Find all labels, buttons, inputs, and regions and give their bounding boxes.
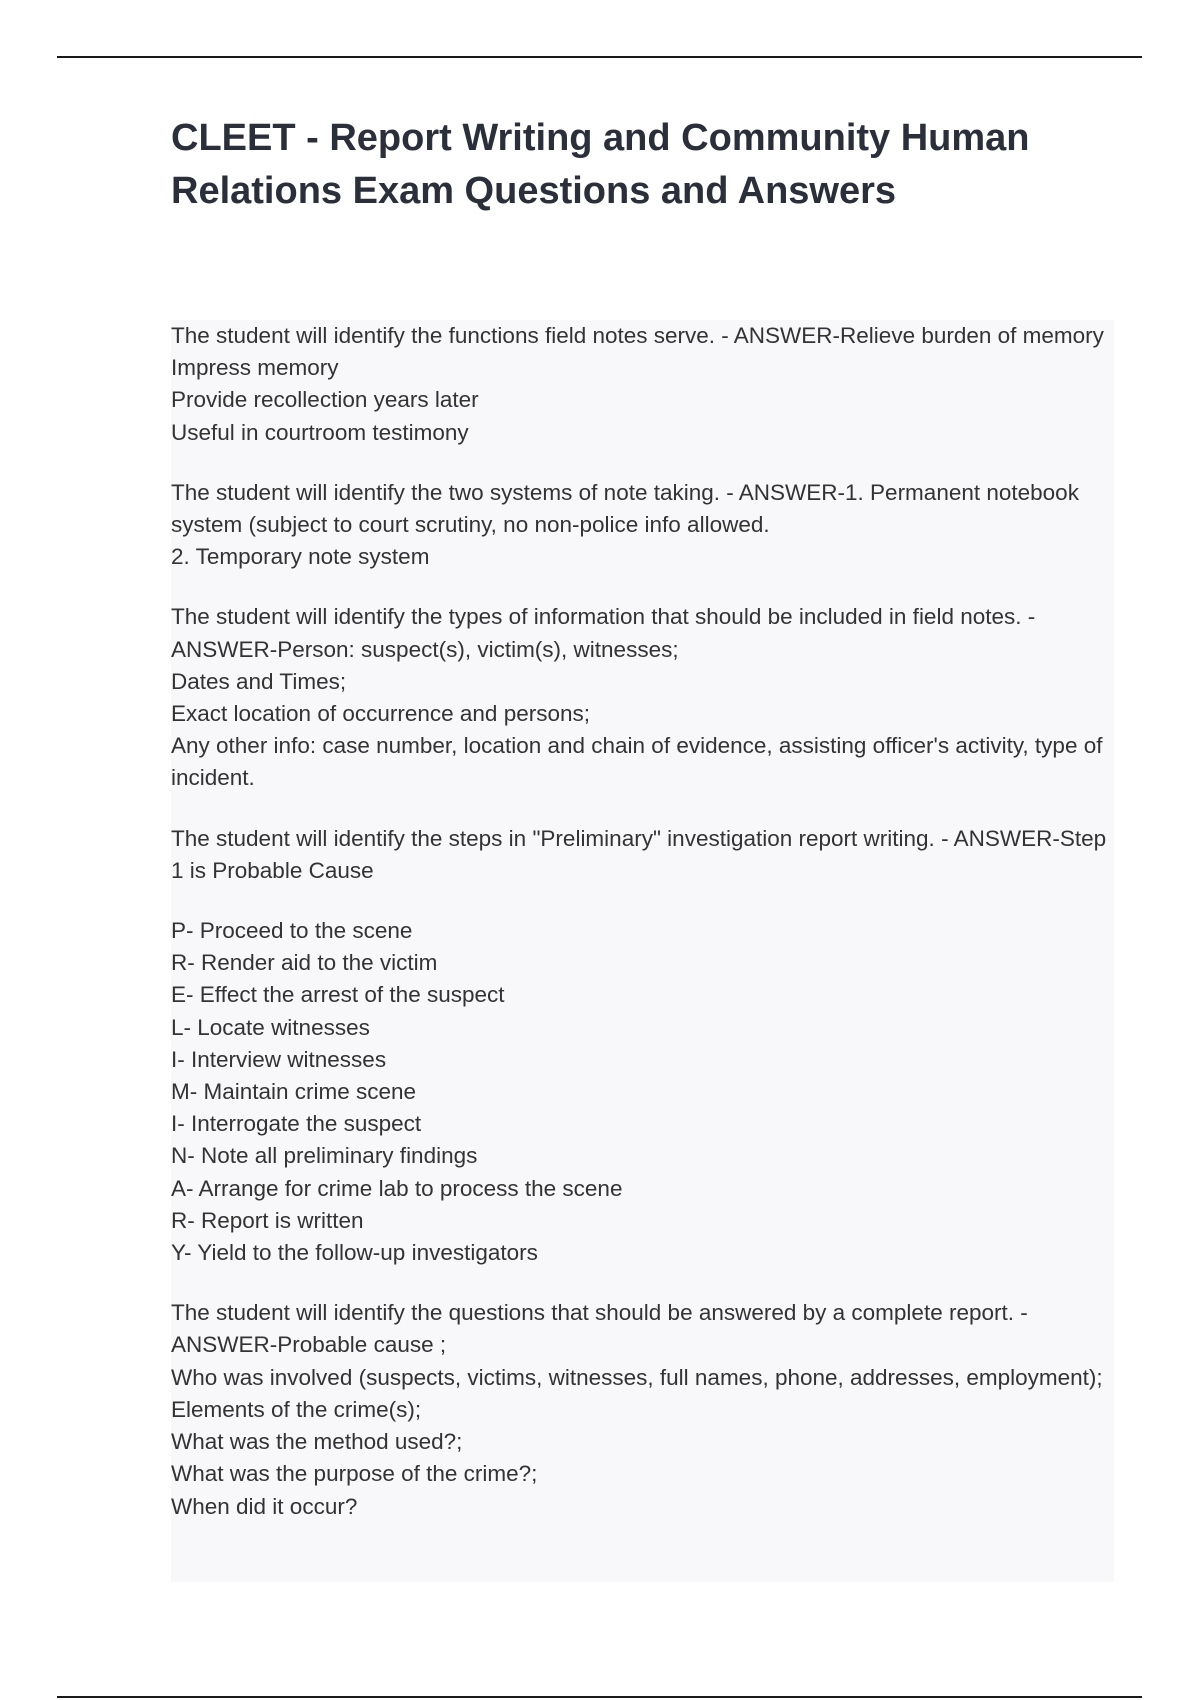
answer-text: ANSWER-Relieve burden of memory Impress memory Provide recollection years later Useful in courtroom testimony: [171, 323, 1104, 445]
question-text: The student will identify the types of information that should be included in field notes. -: [171, 604, 1036, 630]
question-text: The student will identify the two systems of note taking. -: [171, 479, 739, 505]
qa-item-2: [171, 477, 1114, 574]
qa-item-6: [171, 1297, 1114, 1522]
question-text: The student will identify the steps in "Preliminary" investigation report writing. -: [171, 825, 954, 851]
answer-text: ANSWER-Step 1 is Probable Cause: [171, 825, 1107, 883]
qa-content: [171, 320, 1114, 1582]
answer-text: ANSWER-Probable cause ; Who was involved (suspects, victims, witnesses, full names, phone, addresses, employment); Elements of the crime(s); What was the method used?; What was the purpose of the crime?; When did it occur?: [171, 1332, 1103, 1519]
answer-text: P- Proceed to the scene R- Render aid to the victim E- Effect the arrest of the suspect L- Locate witnesses I- Interview witnesses M- Maintain crime scene I- Interrogate the suspect N- Note all preliminary findings A- Arrange for crime lab to process the scene R- Report is written Y- Yield to the follow-up investigators: [171, 918, 623, 1266]
answer-text: ANSWER-1. Permanent notebook system (subject to court scrutiny, no non-police info allowed. 2. Temporary note system: [171, 479, 1079, 570]
qa-item-4: [171, 823, 1114, 887]
question-text: The student will identify the questions that should be answered by a complete report. -: [171, 1300, 1028, 1326]
qa-item-5-steps: [171, 915, 1114, 1269]
qa-item-3: [171, 601, 1114, 794]
document-title: CLEET - Report Writing and Community Human Relations Exam Questions and Answers: [171, 117, 1030, 212]
bottom-divider: [57, 1696, 1142, 1698]
answer-text: ANSWER-Person: suspect(s), victim(s), witnesses; Dates and Times; Exact location of occurrence and persons; Any other info: case number, location and chain of evidence, assisting officer's activity, type of incident.: [171, 636, 1103, 791]
question-text: The student will identify the functions field notes serve. -: [171, 323, 734, 348]
qa-item-1: [171, 320, 1114, 449]
top-divider: [57, 56, 1142, 58]
